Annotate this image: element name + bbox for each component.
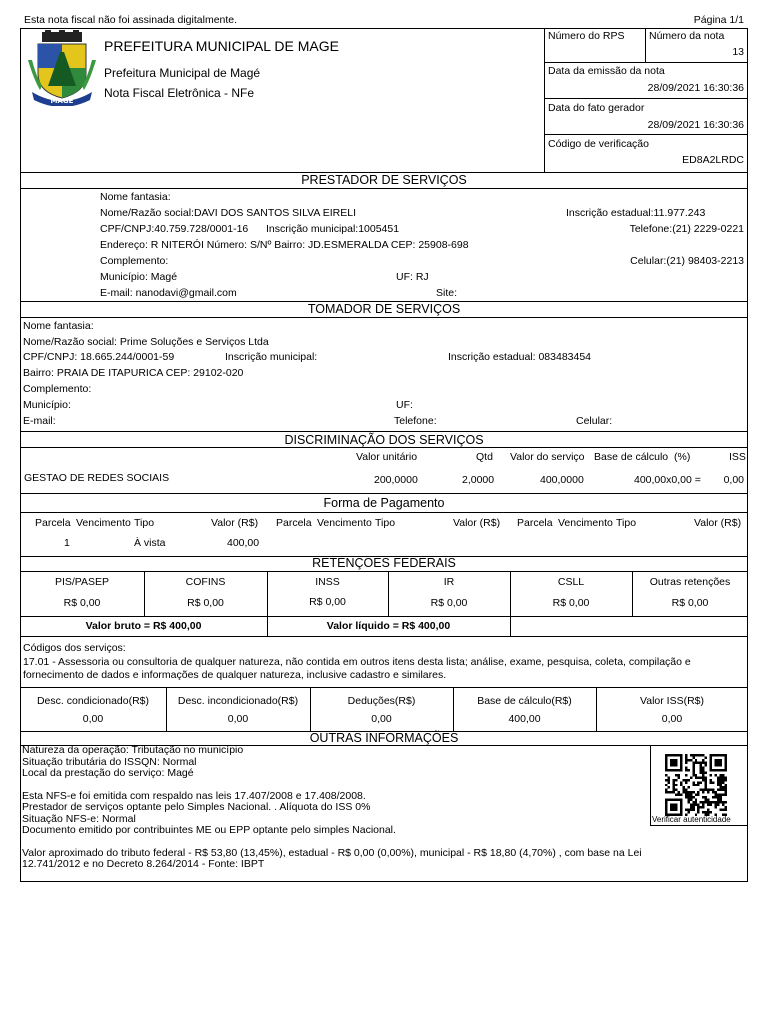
- rps-label: Número do RPS: [548, 30, 625, 42]
- servico-iss: 0,00: [723, 474, 744, 486]
- prestador-inscricao-estadual: Inscrição estadual:11.977.243: [566, 207, 706, 219]
- tomador-complemento: Complemento:: [23, 383, 92, 395]
- ir-label: IR: [443, 576, 455, 588]
- deducoes-label: Deduções(R$): [347, 695, 416, 707]
- valor-bruto: Valor bruto = R$ 400,00: [85, 620, 202, 632]
- pag-col-vencimento: Vencimento: [76, 517, 131, 529]
- pag-col-tipo: Tipo: [134, 517, 155, 529]
- valor-aproximado-tributo: Valor aproximado do tributo federal - R$ 53,80 (13,45%), estadual - R$ 0,00 (0,00%), municipal - R$ 18,80 (4,70%) , com base na Lei: [22, 846, 642, 859]
- tomador-inscricao-estadual: Inscrição estadual: 083483454: [448, 351, 592, 363]
- optante-simples: Prestador de serviços optante pelo Simples Nacional. . Alíquota do ISS 0%: [22, 801, 371, 813]
- tomador-cnpj: CPF/CNPJ: 18.665.244/0001-59: [23, 351, 175, 363]
- nota-value: 13: [732, 46, 744, 58]
- outras-informacoes-title: OUTRAS INFORMAÇÕES: [309, 731, 459, 745]
- pag-col-parcela: Parcela: [35, 517, 71, 529]
- prestador-cnpj: CPF/CNPJ:40.759.728/0001-16: [100, 223, 249, 235]
- outras-retencoes-value: R$ 0,00: [671, 597, 709, 609]
- inss-label: INSS: [315, 576, 340, 588]
- desc-incondicionado-value: 0,00: [227, 713, 249, 725]
- deducoes-value: 0,00: [371, 713, 392, 725]
- col-base-calculo: Base de cálculo: [594, 451, 669, 463]
- col-iss: ISS: [729, 451, 746, 463]
- emissao-value: 28/09/2021 16:30:36: [647, 82, 744, 94]
- prestador-email: E-mail: nanodavi@gmail.com: [100, 287, 237, 299]
- prestador-celular: Celular:(21) 98403-2213: [630, 255, 744, 267]
- valor-iss-value: 0,00: [661, 713, 683, 725]
- pag-parcela: 1: [64, 537, 70, 549]
- municipality-subtitle: Prefeitura Municipal de Magé: [104, 66, 261, 80]
- retencoes-title: RETENÇOES FEDERAIS: [312, 556, 456, 570]
- tomador-telefone: Telefone:: [394, 415, 437, 427]
- qr-code[interactable]: [665, 754, 727, 816]
- desc-condicionado-label: Desc. condicionado(R$): [36, 695, 150, 707]
- local-prestacao: Local da prestação do serviço: Magé: [22, 767, 194, 779]
- prestador-telefone: Telefone:(21) 2229-0221: [629, 223, 744, 235]
- base-calculo-label: Base de cálculo(R$): [477, 695, 572, 707]
- tomador-uf: UF:: [396, 399, 413, 411]
- tomador-bairro: Bairro: PRAIA DE ITAPURICA CEP: 29102-020: [23, 367, 244, 379]
- csll-label: CSLL: [557, 576, 585, 588]
- prestador-uf: UF: RJ: [396, 271, 429, 283]
- situacao-nfse: Situação NFS-e: Normal: [22, 812, 136, 825]
- natureza-operacao: Natureza da operação: Tributação no município: [22, 744, 244, 756]
- desc-condicionado-value: 0,00: [82, 713, 104, 725]
- tomador-title: TOMADOR DE SERVIÇOS: [307, 302, 461, 316]
- prestador-site: Site:: [436, 287, 458, 299]
- prestador-title: PRESTADOR DE SERVIÇOS: [301, 173, 467, 187]
- prestador-razao-social: Nome/Razão social:DAVI DOS SANTOS SILVA EIRELI: [100, 207, 356, 219]
- page-number: Página 1/1: [693, 14, 744, 26]
- mage-coat-of-arms-logo: [26, 30, 98, 106]
- tomador-nome-fantasia: Nome fantasia:: [23, 320, 94, 332]
- prestador-complemento: Complemento:: [100, 255, 169, 267]
- servico-qtd: 2,0000: [462, 474, 495, 486]
- tomador-inscricao-municipal: Inscrição municipal:: [225, 351, 318, 363]
- pag-col-tipo: Tipo: [616, 517, 637, 529]
- respaldo-leis: Esta NFS-e foi emitida com respaldo nas leis 17.407/2008 e 17.408/2008.: [22, 789, 366, 802]
- tomador-celular: Celular:: [576, 415, 613, 427]
- servicos-title: DISCRIMINAÇÃO DOS SERVIÇOS: [284, 433, 484, 447]
- fonte-ibpt: 12.741/2012 e no Decreto 8.264/2014 - Fonte: IBPT: [22, 858, 265, 870]
- desc-incondicionado-label: Desc. incondicionado(R$): [177, 695, 299, 707]
- pis-pasep-value: R$ 0,00: [63, 597, 101, 609]
- codigos-servicos-text: 17.01 - Assessoria ou consultoria de qualquer natureza, não contida em outros itens desta lista; análise, exame, pesquisa, coleta, compilação e fornecimento de dados e informações de qualquer natureza, inclusive cadastro e similares.: [23, 656, 691, 681]
- valor-liquido: Valor líquido = R$ 400,00: [326, 620, 451, 632]
- servico-base: 400,00x0,00 =: [634, 474, 701, 486]
- prestador-municipio: Município: Magé: [100, 271, 178, 283]
- col-percentual: (%): [674, 451, 691, 463]
- signature-notice: Esta nota fiscal não foi assinada digitalmente.: [24, 14, 238, 26]
- tomador-municipio: Município:: [23, 399, 71, 411]
- emissao-label: Data da emissão da nota: [548, 65, 665, 77]
- pag-tipo: À vista: [134, 537, 166, 549]
- ir-value: R$ 0,00: [430, 597, 468, 609]
- document-type: Nota Fiscal Eletrônica - NFe: [104, 86, 255, 100]
- pag-col-valor: Valor (R$): [211, 517, 259, 529]
- base-calculo-value: 400,00: [508, 713, 541, 725]
- pag-valor: 400,00: [227, 537, 260, 549]
- cofins-label: COFINS: [185, 576, 226, 588]
- verificar-autenticidade-link[interactable]: Verificar autenticidade: [652, 815, 731, 824]
- inss-value: R$ 0,00: [309, 596, 346, 608]
- prestador-endereco: Endereço: R NITERÓI Número: S/Nº Bairro: JD.ESMERALDA CEP: 25908-698: [100, 239, 469, 251]
- pis-pasep-label: PIS/PASEP: [54, 576, 110, 588]
- cofins-value: R$ 0,00: [187, 597, 224, 609]
- nota-label: Número da nota: [649, 30, 725, 42]
- col-qtd: Qtd: [476, 451, 493, 463]
- logo-text: MAGÉ: [50, 97, 74, 105]
- prestador-nome-fantasia: Nome fantasia:: [100, 191, 171, 203]
- pag-col-vencimento: Vencimento: [558, 517, 613, 529]
- codigos-servicos-label: Códigos dos serviços:: [23, 642, 126, 654]
- valor-iss-label: Valor ISS(R$): [640, 695, 704, 707]
- servico-valor: 400,0000: [540, 474, 584, 486]
- fato-gerador-value: 28/09/2021 16:30:36: [647, 119, 744, 131]
- col-valor-servico: Valor do serviço: [510, 451, 585, 463]
- pag-col-valor: Valor (R$): [453, 517, 501, 529]
- situacao-tributaria: Situação tributária do ISSQN: Normal: [22, 755, 197, 768]
- csll-value: R$ 0,00: [552, 597, 590, 609]
- tomador-razao-social: Nome/Razão social: Prime Soluções e Serviços Ltda: [23, 336, 269, 348]
- col-valor-unitario: Valor unitário: [356, 451, 418, 463]
- fato-gerador-label: Data do fato gerador: [548, 102, 645, 114]
- pag-col-vencimento: Vencimento: [317, 517, 372, 529]
- pagamento-title: Forma de Pagamento: [323, 496, 445, 510]
- tomador-email: E-mail:: [23, 415, 56, 427]
- municipality-title: PREFEITURA MUNICIPAL DE MAGE: [104, 38, 339, 54]
- servico-valor-unitario: 200,0000: [374, 474, 418, 486]
- prestador-inscricao-municipal: Inscrição municipal:1005451: [266, 223, 400, 235]
- servico-descricao: GESTAO DE REDES SOCIAIS: [24, 472, 170, 484]
- pag-col-valor: Valor (R$): [694, 517, 742, 529]
- documento-emitido: Documento emitido por contribuintes ME ou EPP optante pelo simples Nacional.: [22, 824, 396, 836]
- codigo-verificacao-value: ED8A2LRDC: [682, 154, 744, 166]
- pag-col-tipo: Tipo: [375, 517, 396, 529]
- pag-col-parcela: Parcela: [276, 517, 312, 529]
- outras-retencoes-label: Outras retenções: [649, 576, 731, 588]
- outras-informacoes-text: [22, 745, 642, 871]
- pag-col-parcela: Parcela: [517, 517, 553, 529]
- codigo-verificacao-label: Código de verificação: [548, 138, 649, 150]
